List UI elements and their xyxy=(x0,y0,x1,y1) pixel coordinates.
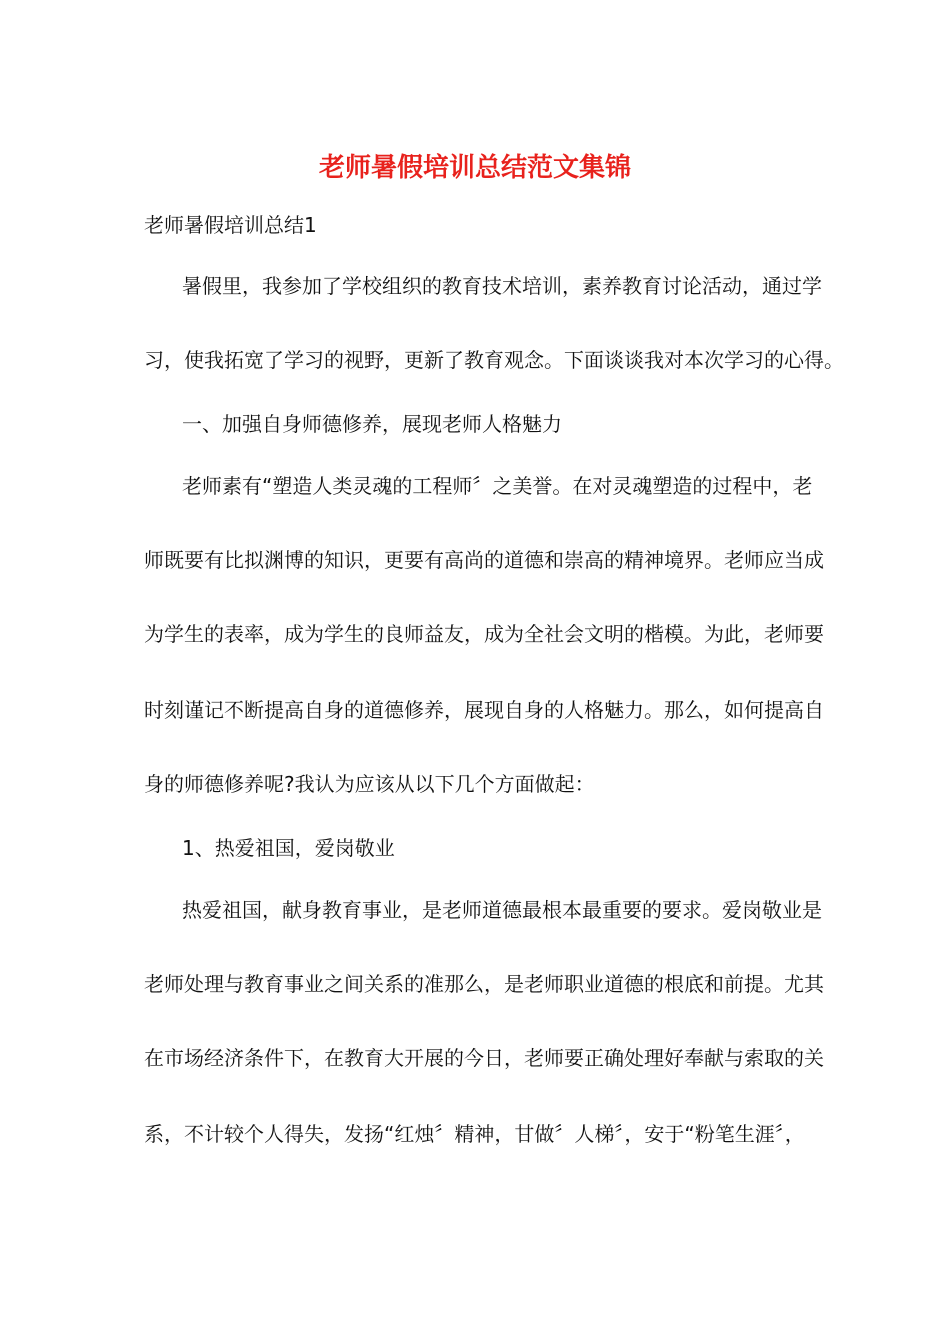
list-item-heading: 1、热爱祖国，爱岗敬业 xyxy=(182,836,395,860)
paragraph-line: 身的师德修养呢?我认为应该从以下几个方面做起： xyxy=(144,772,595,796)
paragraph-line: 师既要有比拟渊博的知识，更要有高尚的道德和崇高的精神境界。老师应当成 xyxy=(144,548,824,572)
paragraph-line: 习，使我拓宽了学习的视野，更新了教育观念。下面谈谈我对本次学习的心得。 xyxy=(144,348,844,372)
paragraph-line: 系，不计较个人得失，发扬“红烛〞精神，甘做〞人梯〞，安于“粉笔生涯〞， xyxy=(144,1122,805,1146)
paragraph-line: 热爱祖国，献身教育事业，是老师道德最根本最重要的要求。爱岗敬业是 xyxy=(182,898,822,922)
paragraph-line: 为学生的表率，成为学生的良师益友，成为全社会文明的楷模。为此，老师要 xyxy=(144,622,824,646)
paragraph-line: 老师处理与教育事业之间关系的准那么，是老师职业道德的根底和前提。尤其 xyxy=(144,972,824,996)
paragraph-line: 老师素有“塑造人类灵魂的工程师〞之美誉。在对灵魂塑造的过程中，老 xyxy=(182,474,813,498)
section-heading: 老师暑假培训总结1 xyxy=(144,213,317,237)
paragraph-line: 时刻谨记不断提高自身的道德修养，展现自身的人格魅力。那么，如何提高自 xyxy=(144,698,824,722)
paragraph-line: 暑假里，我参加了学校组织的教育技术培训，素养教育讨论活动，通过学 xyxy=(182,274,822,298)
section-subheading: 一、加强自身师德修养，展现老师人格魅力 xyxy=(182,412,562,436)
document-title: 老师暑假培训总结范文集锦 xyxy=(318,153,631,183)
paragraph-line: 在市场经济条件下，在教育大开展的今日，老师要正确处理好奉献与索取的关 xyxy=(144,1046,824,1070)
